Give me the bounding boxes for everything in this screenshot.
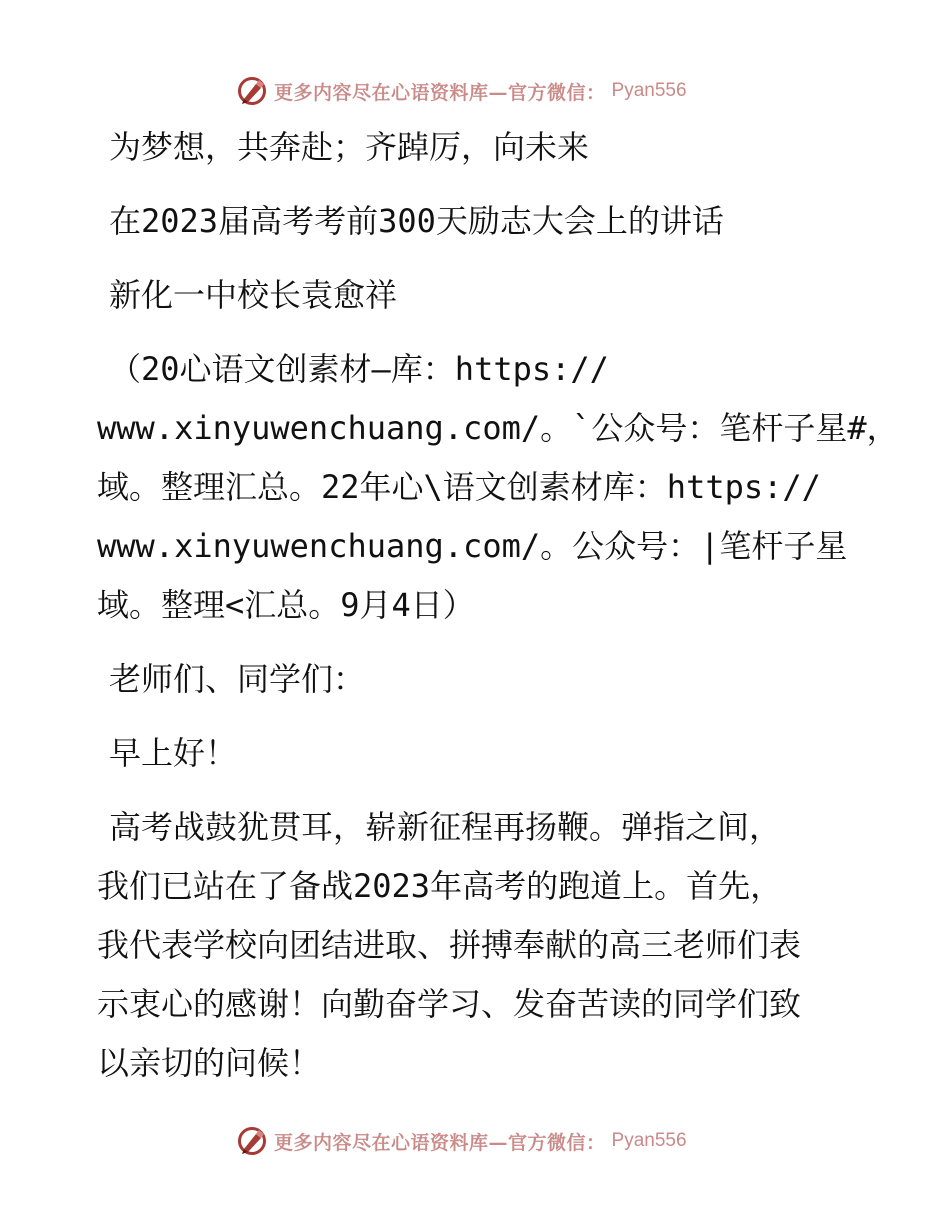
header-banner-text: 更多内容尽在心语资料库—官方微信： <box>274 81 606 104</box>
source-note-line: 域。整理<汇总。9月4日） <box>97 586 475 624</box>
pen-circle-logo-icon <box>236 1125 268 1157</box>
header-banner <box>236 74 687 108</box>
document-author: 新化一中校长袁愈祥 <box>109 276 398 314</box>
source-note-line: 域。整理汇总。22年心\语文创素材库：https:// <box>97 468 821 506</box>
paragraph-line: 我们已站在了备战2023年高考的跑道上。首先， <box>97 867 783 905</box>
paragraph-line: 我代表学校向团结进取、拼搏奉献的高三老师们表 <box>97 926 802 964</box>
paragraph-line: 以亲切的问候！ <box>97 1044 322 1082</box>
source-note-line: www.xinyuwenchuang.com/。`公众号：笔杆子星#， <box>97 409 899 447</box>
source-note-line: www.xinyuwenchuang.com/。公众号：|笔杆子星 <box>97 527 848 565</box>
salutation: 老师们、同学们： <box>109 660 366 698</box>
source-note <box>97 340 899 635</box>
source-note-line: （20心语文创素材—库：https:// <box>109 350 609 388</box>
greeting: 早上好！ <box>109 734 238 772</box>
header-wechat-id: Pyan556 <box>611 80 687 101</box>
footer-banner-text: 更多内容尽在心语资料库—官方微信： <box>274 1131 606 1154</box>
document-title: 为梦想，共奔赴；齐踔厉，向未来 <box>109 128 590 166</box>
document-subtitle: 在2023届高考考前300天励志大会上的讲话 <box>109 202 724 240</box>
body-paragraph <box>97 798 857 1093</box>
paragraph-line: 高考战鼓犹贯耳，崭新征程再扬鞭。弹指之间， <box>109 808 782 846</box>
footer-wechat-id: Pyan556 <box>611 1130 687 1151</box>
footer-banner <box>236 1124 687 1158</box>
document-body <box>97 118 899 1093</box>
pen-circle-logo-icon <box>236 75 268 107</box>
paragraph-line: 示衷心的感谢！向勤奋学习、发奋苦读的同学们致 <box>97 985 802 1023</box>
